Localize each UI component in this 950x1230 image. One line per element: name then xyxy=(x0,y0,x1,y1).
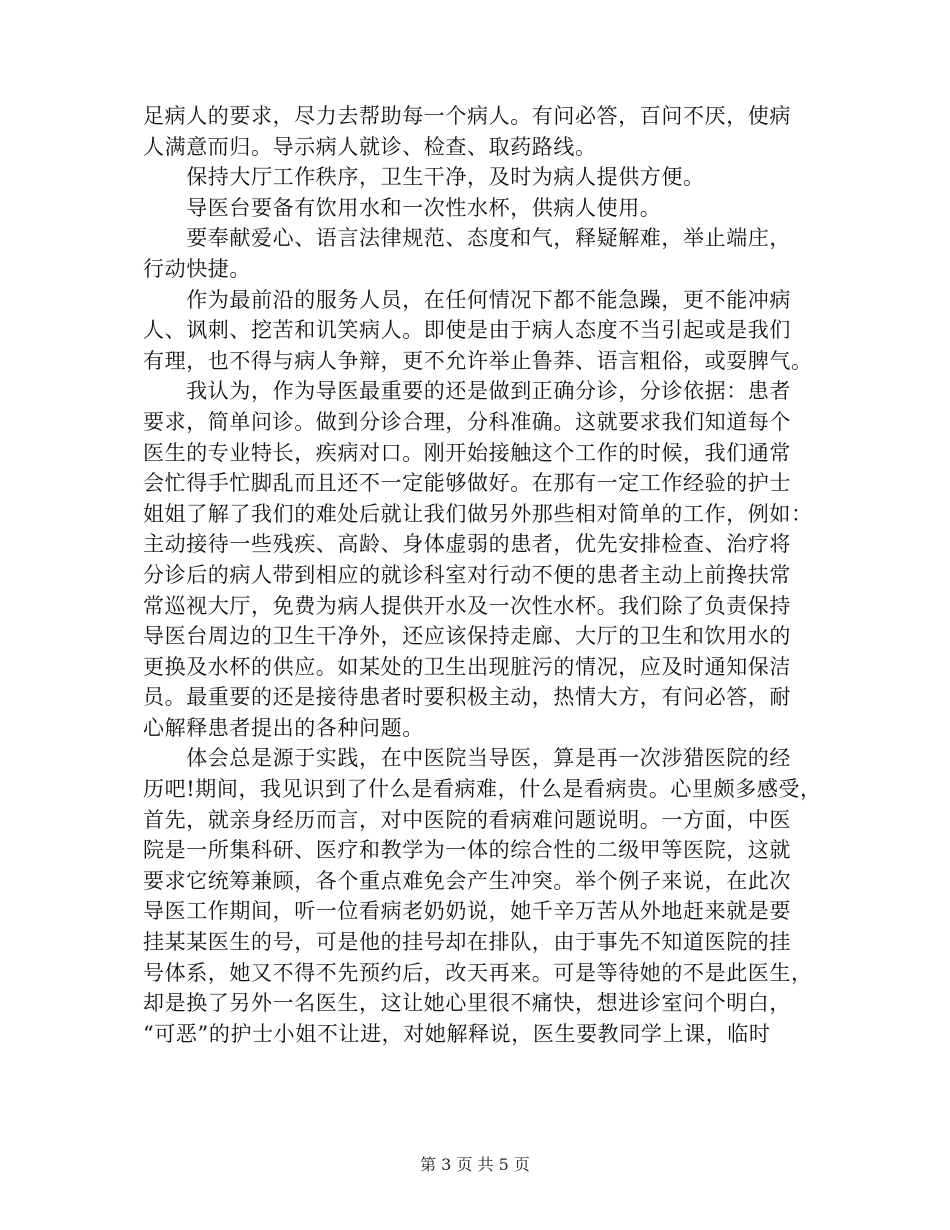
body-text xyxy=(143,101,822,1049)
text-line: 历吧!期间，我见识到了什么是看病难，什么是看病贵。心里颇多感受， xyxy=(143,777,822,802)
text-line: 却是换了另外一名医生，这让她心里很不痛快，想进诊室问个明白， xyxy=(143,991,791,1016)
page-number: 第 3 页 共 5 页 xyxy=(420,1155,530,1174)
text-line: 医生的专业特长，疾病对口。刚开始接触这个工作的时候，我们通常 xyxy=(143,440,791,465)
text-line: 体会总是源于实践，在中医院当导医，算是再一次涉猎医院的经 xyxy=(143,746,791,771)
text-line: “可恶”的护士小姐不让进，对她解释说，医生要教同学上课，临时 xyxy=(143,1021,771,1046)
text-line: 首先，就亲身经历而言，对中医院的看病难问题说明。一方面，中医 xyxy=(143,807,791,832)
text-line: 要求，简单问诊。做到分诊合理，分科准确。这就要求我们知道每个 xyxy=(143,409,791,434)
text-line: 人、讽刺、挖苦和讥笑病人。即使是由于病人态度不当引起或是我们 xyxy=(143,318,791,343)
text-line: 心解释患者提出的各种问题。 xyxy=(143,715,424,740)
text-line: 保持大厅工作秩序，卫生干净，及时为病人提供方便。 xyxy=(143,165,705,190)
text-line: 常巡视大厅，免费为病人提供开水及一次性水杯。我们除了负责保持 xyxy=(143,593,791,618)
text-line: 分诊后的病人带到相应的就诊科室对行动不便的患者主动上前搀扶常 xyxy=(143,562,791,587)
text-line: 足病人的要求，尽力去帮助每一个病人。有问必答，百问不厌，使病 xyxy=(143,104,791,128)
text-line: 导医工作期间，听一位看病老奶奶说，她千辛万苦从外地赶来就是要 xyxy=(143,899,791,924)
text-line: 号体系，她又不得不先预约后，改天再来。可是等待她的不是此医生， xyxy=(143,960,813,985)
text-line: 会忙得手忙脚乱而且还不一定能够做好。在那有一定工作经验的护士 xyxy=(143,471,791,496)
text-line: 挂某某医生的号，可是他的挂号却在排队，由于事先不知道医院的挂 xyxy=(143,930,791,955)
text-line: 姐姐了解了我们的难处后就让我们做另外那些相对简单的工作，例如： xyxy=(143,501,813,526)
text-line: 行动快捷。 xyxy=(143,256,251,281)
text-line: 院是一所集科研、医疗和教学为一体的综合性的二级甲等医院，这就 xyxy=(143,838,791,863)
text-line: 我认为，作为导医最重要的还是做到正确分诊，分诊依据：患者 xyxy=(143,379,791,404)
text-line: 导医台周边的卫生干净外，还应该保持走廊、大厅的卫生和饮用水的 xyxy=(143,624,791,649)
text-line: 主动接待一些残疾、高龄、身体虚弱的患者，优先安排检查、治疗将 xyxy=(143,532,791,557)
text-line: 有理，也不得与病人争辩，更不允许举止鲁莽、语言粗俗，或耍脾气。 xyxy=(143,348,813,373)
text-line: 导医台要备有饮用水和一次性水杯，供病人使用。 xyxy=(143,195,662,220)
text-line: 员。最重要的还是接待患者时要积极主动，热情大方，有问必答，耐 xyxy=(143,685,791,710)
text-line: 要奉献爱心、语言法律规范、态度和气，释疑解难，举止端庄， xyxy=(143,226,791,251)
text-line: 要求它统筹兼顾，各个重点难免会产生冲突。举个例子来说，在此次 xyxy=(143,868,791,893)
text-line: 更换及水杯的供应。如某处的卫生出现脏污的情况，应及时通知保洁 xyxy=(143,654,791,679)
text-line: 人满意而归。导示病人就诊、检查、取药路线。 xyxy=(143,134,597,159)
text-line: 作为最前沿的服务人员，在任何情况下都不能急躁，更不能冲病 xyxy=(143,287,791,312)
